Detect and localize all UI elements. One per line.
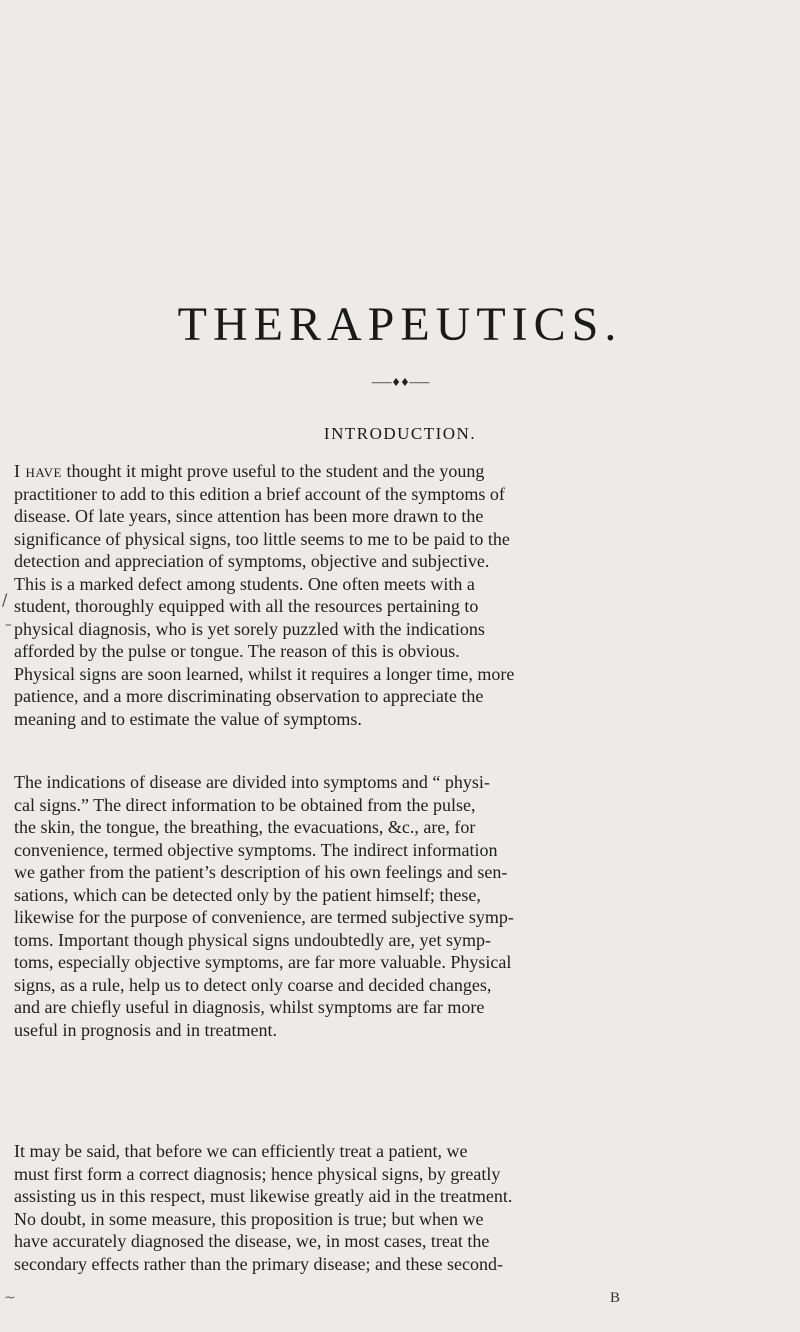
paragraph-2 [14,771,794,1041]
paragraph-line: No doubt, in some measure, this proposition is true; but when we [14,1208,484,1229]
paragraph-1 [14,460,794,730]
signature-mark: B [610,1290,621,1306]
paragraph-line: practitioner to add to this edition a brief account of the symptoms of [14,483,505,504]
paragraph-line: likewise for the purpose of convenience, are termed subjective symp- [14,907,514,927]
paragraph-line: meaning and to estimate the value of symptoms. [14,708,362,729]
paragraph-line: This is a marked defect among students. One often meets with a [14,573,475,594]
paragraph-line: significance of physical signs, too little seems to me to be paid to the [14,528,510,549]
paragraph-line: the skin, the tongue, the breathing, the evacuations, &c., are, for [14,817,476,837]
margin-pencil-mark: / [2,590,8,609]
paragraph-line: signs, as a rule, help us to detect only coarse and decided changes, [14,974,492,995]
page-title: THERAPEUTICS. [177,298,623,351]
paragraph-line: convenience, termed objective symptoms. The indirect information [14,839,498,860]
paragraph-line: cal signs.” The direct information to be obtained from the pulse, [14,794,476,815]
paragraph-line: we gather from the patient’s description of his own feelings and sen- [14,862,508,882]
paragraph-line: secondary effects rather than the primary disease; and these second- [14,1253,503,1274]
section-heading: INTRODUCTION. [323,424,477,443]
paragraph-line: Physical signs are soon learned, whilst it requires a longer time, more [14,663,515,684]
paragraph-line: must first form a correct diagnosis; hence physical signs, by greatly [14,1163,501,1184]
paragraph-line: patience, and a more discriminating observation to appreciate the [14,686,484,706]
paragraph-lead: I have [14,461,62,481]
paragraph-line: toms. Important though physical signs undoubtedly are, yet symp- [14,929,491,950]
paragraph-line: sations, which can be detected only by the patient himself; these, [14,884,481,905]
paragraph-line: assisting us in this respect, must likewise greatly aid in the treatment. [14,1186,513,1206]
title-ornament: ——♦♦—— [371,376,429,389]
paragraph-line: detection and appreciation of symptoms, objective and subjective. [14,551,490,571]
paragraph-3 [14,1140,794,1275]
margin-pencil-mark: – [5,617,12,633]
corner-pencil-mark: ~ [4,1290,16,1306]
paragraph-line: useful in prognosis and in treatment. [14,1019,277,1040]
paragraph-line: It may be said, that before we can efficiently treat a patient, we [14,1141,468,1161]
paragraph-line: toms, especially objective symptoms, are far more valuable. Physical [14,952,512,972]
paragraph-line: student, thoroughly equipped with all the resources pertaining to [14,596,479,616]
paragraph-line: physical diagnosis, who is yet sorely puzzled with the indications [14,618,485,639]
paragraph-line: afforded by the pulse or tongue. The reason of this is obvious. [14,641,460,661]
paragraph-line: I have thought it might prove useful to the student and the young [14,461,485,481]
paragraph-line: and are chiefly useful in diagnosis, whilst symptoms are far more [14,997,485,1017]
paragraph-line: The indications of disease are divided into symptoms and “ physi- [14,772,490,792]
paragraph-line: have accurately diagnosed the disease, we, in most cases, treat the [14,1231,490,1251]
paragraph-line: disease. Of late years, since attention has been more drawn to the [14,506,484,526]
